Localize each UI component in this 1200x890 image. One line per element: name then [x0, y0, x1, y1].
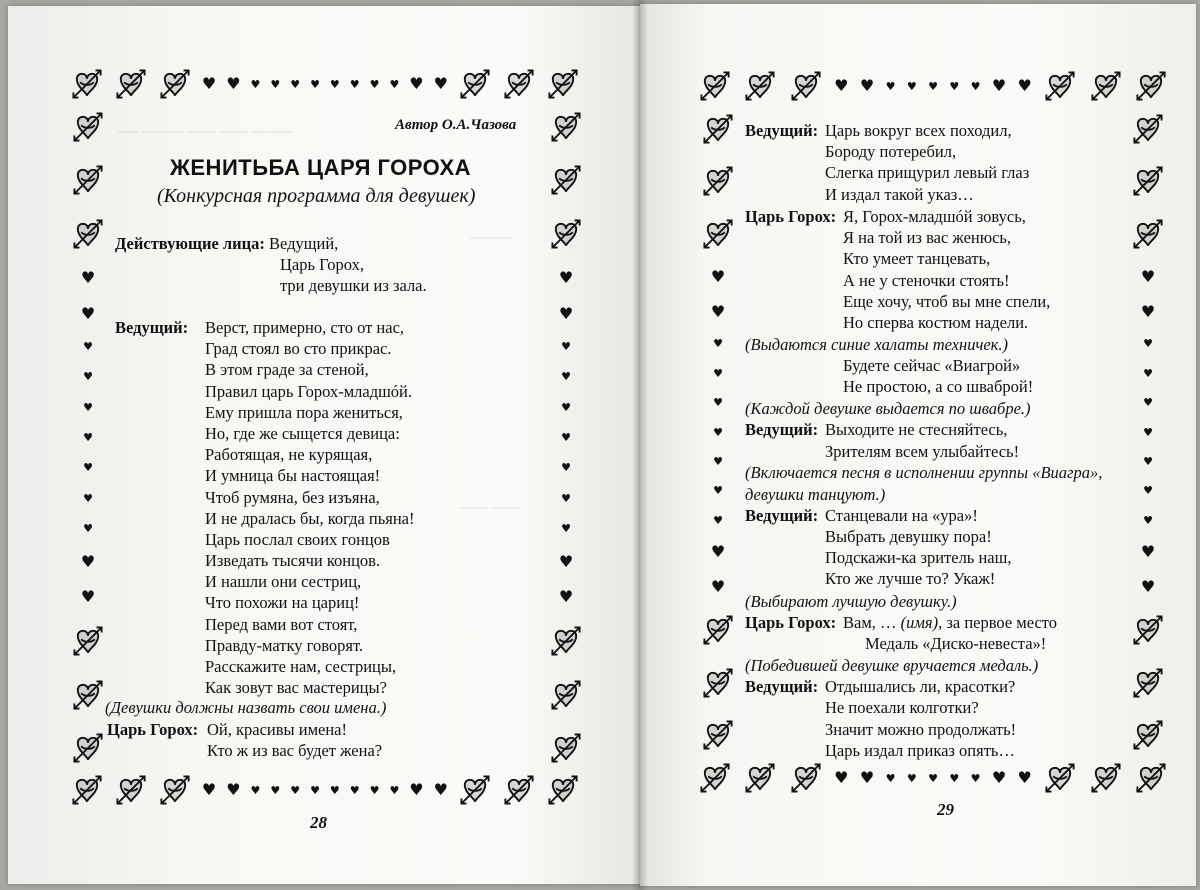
heart-ornament-icon: ♥ [270, 783, 281, 797]
heart-ornament-icon: ♥ [1143, 337, 1153, 351]
verse-line: В этом граде за стеной, [205, 360, 369, 380]
speaker-tsar-block [745, 206, 1102, 334]
verse-line: Перед вами вот стоят, [205, 614, 358, 634]
heart-ornament-icon: ♥ [1017, 76, 1032, 95]
cupid-heart-arrow-icon [1043, 761, 1077, 795]
right-side-border [548, 110, 584, 765]
heart-ornament-icon: ♥ [83, 400, 93, 414]
heart-ornament-icon: ♥ [713, 425, 723, 439]
cupid-heart-arrow-icon [1131, 718, 1165, 752]
cupid-heart-arrow-icon [1131, 666, 1165, 700]
verse-line: Как зовут вас мастерицы? [205, 678, 387, 698]
cupid-heart-arrow-icon [70, 67, 104, 101]
cupid-heart-arrow-icon [1131, 217, 1165, 251]
speaker-name: Царь Горох: [745, 207, 837, 226]
page-number-right: 29 [937, 800, 954, 819]
heart-ornament-icon: ♥ [906, 771, 917, 785]
verse-lines [825, 505, 1011, 590]
heart-ornament-icon: ♥ [561, 522, 571, 536]
heart-ornament-icon: ♥ [949, 79, 960, 93]
heart-ornament-icon: ♥ [433, 74, 448, 93]
cupid-heart-arrow-icon [549, 731, 583, 765]
cupid-heart-arrow-icon [549, 217, 583, 251]
heart-ornament-icon: ♥ [83, 491, 93, 505]
heart-ornament-icon: ♥ [561, 461, 571, 475]
verse-line: Выбрать девушку пора! [825, 526, 992, 546]
verse-line: Станцевали на «ура»! [825, 505, 978, 525]
left-top-border [70, 64, 580, 104]
heart-ornament-icon: ♥ [226, 780, 241, 799]
cupid-heart-arrow-icon [701, 164, 735, 198]
verse-line: Верст, примерно, сто от нас, [205, 318, 405, 337]
heart-ornament-icon: ♥ [561, 491, 571, 505]
verse-lines [825, 120, 1029, 205]
verse-text-italic: (имя), [900, 612, 943, 632]
cupid-heart-arrow-icon [70, 773, 104, 807]
cupid-heart-arrow-icon [698, 761, 732, 795]
speaker-name: Ведущий: [745, 505, 819, 525]
verse-line: Работящая, не курящая, [205, 445, 373, 465]
verse-line: Зрителям всем улыбайтесь! [825, 441, 1020, 461]
verse-line: Ой, красивы имена! [207, 720, 347, 739]
heart-ornament-icon: ♥ [713, 454, 723, 468]
heart-ornament-icon: ♥ [80, 551, 96, 571]
verse-line: Бороду потеребил, [825, 142, 957, 162]
speaker-name: Ведущий: [745, 677, 819, 697]
heart-ornament-icon: ♥ [713, 396, 723, 410]
cupid-heart-arrow-icon [701, 666, 735, 700]
heart-ornament-icon: ♥ [80, 303, 96, 323]
verse-line: И умница бы настоящая! [205, 466, 381, 486]
stage-direction: (Выбирают лучшую девушку.) [745, 591, 957, 611]
verse-line [843, 612, 1057, 633]
verse-line: Не простою, а со шваброй! [843, 377, 1034, 397]
heart-ornament-icon: ♥ [1143, 484, 1153, 498]
heart-ornament-icon: ♥ [409, 780, 424, 799]
heart-ornament-icon: ♥ [928, 771, 938, 785]
right-page-left-border [702, 112, 734, 752]
cupid-heart-arrow-icon [502, 773, 536, 807]
stage-direction: (Включается песня в исполнении группы «Виагра», [745, 463, 1103, 483]
heart-ornament-icon: ♥ [226, 74, 241, 93]
verse-line: Град стоял во сто прикрас. [205, 339, 392, 359]
speaker-host-block [745, 505, 1102, 591]
cupid-heart-arrow-icon [71, 217, 105, 251]
heart-ornament-icon: ♥ [80, 586, 96, 606]
heart-ornament-icon: ♥ [250, 783, 261, 797]
page-number-left: 28 [310, 813, 327, 832]
heart-ornament-icon: ♥ [859, 76, 875, 95]
heart-ornament-icon: ♥ [834, 76, 849, 95]
verse-line: Я на той из вас женюсь, [843, 228, 1012, 248]
stage-direction: (Каждой девушке выдается по швабре.) [745, 399, 1031, 419]
verse-line: Ему пришла пора жениться, [205, 402, 403, 422]
right-page-top-border [698, 66, 1168, 106]
cupid-heart-arrow-icon [546, 773, 580, 807]
heart-ornament-icon: ♥ [713, 484, 723, 498]
heart-ornament-icon: ♥ [349, 77, 360, 91]
cupid-heart-arrow-icon [743, 69, 777, 103]
cupid-heart-arrow-icon [71, 624, 105, 658]
verse-line: Но, где же сыщется девица: [205, 423, 400, 443]
verse-line: Выходите не стесняйтесь, [825, 420, 1008, 440]
verse-line: Чтоб румяна, без изъяна, [205, 487, 380, 507]
heart-ornament-icon: ♥ [290, 783, 301, 797]
cupid-heart-arrow-icon [458, 773, 492, 807]
heart-ornament-icon: ♥ [1143, 454, 1153, 468]
left-side-border [70, 110, 106, 765]
heart-ornament-icon: ♥ [713, 366, 723, 380]
heart-ornament-icon: ♥ [270, 77, 281, 91]
right-page-right-border [1132, 112, 1164, 752]
heart-ornament-icon: ♥ [561, 339, 571, 353]
verse-line: Изведать тысячи концов. [205, 551, 381, 571]
verse-line: Я, Горох-младшóй зовусь, [843, 207, 1026, 226]
cupid-heart-arrow-icon [701, 217, 735, 251]
verse-block [745, 355, 1102, 398]
heart-ornament-icon: ♥ [561, 431, 571, 444]
play-title: ЖЕНИТЬБА ЦАРЯ ГОРОХА [170, 155, 472, 180]
heart-ornament-icon: ♥ [349, 783, 360, 797]
cast-list [115, 233, 427, 297]
heart-ornament-icon: ♥ [433, 780, 448, 799]
heart-ornament-icon: ♥ [1143, 425, 1153, 439]
play-subtitle: (Конкурсная программа для девушек) [157, 185, 476, 207]
heart-ornament-icon: ♥ [885, 771, 896, 785]
verse-line: Кто ж из вас будет жена? [207, 741, 383, 760]
heart-ornament-icon: ♥ [369, 783, 380, 797]
cupid-heart-arrow-icon [701, 112, 735, 146]
cupid-heart-arrow-icon [546, 67, 580, 101]
author-credit: Автор О.А.Чазова [395, 117, 517, 133]
cast-item: три девушки из зала. [280, 276, 427, 296]
verse-lines [825, 419, 1019, 461]
cupid-heart-arrow-icon [1043, 69, 1077, 103]
cupid-heart-arrow-icon [549, 163, 583, 197]
right-page-bottom-border [698, 758, 1168, 798]
verse-line: Кто же лучше то? Укаж! [825, 569, 996, 589]
verse-line: Отдышались ли, красотки? [825, 677, 1016, 697]
heart-ornament-icon: ♥ [713, 337, 723, 351]
book-gutter [632, 0, 648, 890]
verse-line: И нашли они сестриц, [205, 572, 362, 592]
verse-line: Расскажите нам, сестрицы, [205, 657, 397, 676]
verse-line: Будете сейчас «Виагрой» [843, 356, 1021, 376]
verse-line: Царь издал приказ опять… [825, 740, 1015, 760]
cupid-heart-arrow-icon [71, 163, 105, 197]
heart-ornament-icon: ♥ [1143, 366, 1153, 380]
heart-ornament-icon: ♥ [409, 74, 424, 93]
heart-ornament-icon: ♥ [80, 268, 96, 288]
speaker-name: Ведущий: [115, 318, 189, 337]
verse-line: Но сперва костюм надели. [843, 312, 1029, 332]
verse-line: Медаль «Диско-невеста»! [865, 633, 1047, 653]
cupid-heart-arrow-icon [789, 69, 823, 103]
cupid-heart-arrow-icon [458, 67, 492, 101]
heart-ornament-icon: ♥ [329, 783, 340, 797]
heart-ornament-icon: ♥ [710, 267, 726, 287]
cupid-heart-arrow-icon [71, 110, 105, 144]
verse-lines [843, 206, 1050, 333]
heart-ornament-icon: ♥ [558, 268, 574, 288]
cupid-heart-arrow-icon [1131, 613, 1165, 647]
verse-line: Значит можно продолжать! [825, 719, 1017, 739]
cast-item: Царь Горох, [280, 255, 364, 275]
cupid-heart-arrow-icon [1089, 761, 1123, 795]
heart-ornament-icon: ♥ [369, 77, 380, 91]
cupid-heart-arrow-icon [701, 613, 735, 647]
cupid-heart-arrow-icon [1089, 69, 1123, 103]
cupid-heart-arrow-icon [71, 731, 105, 765]
heart-ornament-icon: ♥ [834, 768, 849, 787]
cupid-heart-arrow-icon [114, 67, 148, 101]
cupid-heart-arrow-icon [1131, 164, 1165, 198]
heart-ornament-icon: ♥ [329, 77, 340, 91]
cupid-heart-arrow-icon [158, 67, 192, 101]
heart-ornament-icon: ♥ [290, 77, 301, 91]
heart-ornament-icon: ♥ [201, 780, 217, 799]
verse-lines [825, 676, 1016, 761]
heart-ornament-icon: ♥ [906, 79, 917, 93]
cupid-heart-arrow-icon [549, 110, 583, 144]
verse-line: Не поехали колготки? [825, 698, 979, 718]
heart-ornament-icon: ♥ [949, 771, 960, 785]
heart-ornament-icon: ♥ [561, 400, 571, 414]
verse-line: И не дралась бы, когда пьяна! [205, 508, 415, 528]
stage-direction: (Выдаются синие халаты техничек.) [745, 335, 1009, 354]
cupid-heart-arrow-icon [502, 67, 536, 101]
verse-line: Подскажи-ка зритель наш, [825, 548, 1012, 568]
cupid-heart-arrow-icon [698, 69, 732, 103]
heart-ornament-icon: ♥ [1143, 396, 1153, 410]
heart-ornament-icon: ♥ [1017, 768, 1032, 787]
verse-lines [843, 355, 1033, 397]
speaker-host-block [745, 676, 1102, 762]
heart-ornament-icon: ♥ [558, 303, 574, 323]
heart-ornament-icon: ♥ [558, 586, 574, 606]
cupid-heart-arrow-icon [549, 624, 583, 658]
heart-ornament-icon: ♥ [83, 461, 93, 475]
heart-ornament-icon: ♥ [310, 783, 320, 797]
verse-line: Что похожи на цариц! [205, 593, 360, 613]
heart-ornament-icon: ♥ [83, 522, 93, 536]
speaker-name: Ведущий: [745, 121, 819, 140]
cupid-heart-arrow-icon [549, 678, 583, 712]
verse-line: И издал такой указ… [825, 184, 974, 204]
verse-text: Вам, … [843, 612, 901, 632]
heart-ornament-icon: ♥ [991, 76, 1007, 95]
cast-label: Действующие лица: [115, 234, 265, 253]
heart-ornament-icon: ♥ [1140, 576, 1156, 596]
heart-ornament-icon: ♥ [201, 74, 217, 93]
heart-ornament-icon: ♥ [1140, 301, 1156, 321]
speaker-host-block [745, 419, 1102, 462]
heart-ornament-icon: ♥ [250, 77, 261, 91]
speaker-name: Царь Горох: [745, 612, 837, 632]
verse-line: Царь вокруг всех походил, [825, 121, 1012, 140]
heart-ornament-icon: ♥ [310, 77, 320, 91]
cupid-heart-arrow-icon [701, 718, 735, 752]
stage-direction: (Девушки должны назвать свои имена.) [105, 698, 387, 717]
verse-line: Слегка прищурил левый глаз [825, 163, 1030, 183]
bleed-through-text: ~~~ ~~~~~~ ~~~~ ~~~~ ~~~~~~ [118, 124, 293, 139]
speaker-name: Царь Горох: [107, 720, 199, 739]
verse-line: А не у стеночки стоять! [843, 270, 1010, 290]
heart-ornament-icon: ♥ [389, 77, 400, 91]
heart-ornament-icon: ♥ [83, 431, 93, 444]
heart-ornament-icon: ♥ [885, 79, 896, 93]
cupid-heart-arrow-icon [1134, 69, 1168, 103]
heart-ornament-icon: ♥ [389, 783, 400, 797]
stage-direction: (Победившей девушке вручается медаль.) [745, 655, 1039, 675]
left-bottom-border [70, 770, 580, 810]
verse-line: Кто умеет танцевать, [843, 249, 991, 269]
heart-ornament-icon: ♥ [970, 771, 981, 785]
verse-lines [205, 317, 415, 698]
heart-ornament-icon: ♥ [710, 542, 726, 562]
cupid-heart-arrow-icon [1134, 761, 1168, 795]
heart-ornament-icon: ♥ [1140, 267, 1156, 287]
speaker-tsar-block [745, 612, 1102, 655]
heart-ornament-icon: ♥ [970, 79, 981, 93]
heart-ornament-icon: ♥ [713, 513, 723, 527]
speaker-host-block [745, 120, 1102, 206]
heart-ornament-icon: ♥ [83, 370, 93, 384]
heart-ornament-icon: ♥ [83, 339, 93, 353]
bleed-through-text: ~~~~ ~~~~ [460, 500, 520, 515]
cupid-heart-arrow-icon [743, 761, 777, 795]
cupid-heart-arrow-icon [1131, 112, 1165, 146]
heart-ornament-icon: ♥ [1140, 542, 1156, 562]
right-page-text [745, 120, 1102, 762]
verse-line: Правил царь Горох-младшóй. [205, 381, 412, 401]
cast-item: Ведущий, [269, 234, 339, 253]
heart-ornament-icon: ♥ [558, 551, 574, 571]
heart-ornament-icon: ♥ [991, 768, 1007, 787]
heart-ornament-icon: ♥ [710, 301, 726, 321]
bleed-through-text: ~~~~~~ [470, 230, 513, 245]
heart-ornament-icon: ♥ [561, 370, 571, 384]
heart-ornament-icon: ♥ [859, 768, 875, 787]
verse-line: Правду-матку говорят. [205, 635, 364, 655]
heart-ornament-icon: ♥ [710, 576, 726, 596]
verse-line: Еще хочу, чтоб вы мне спели, [843, 291, 1051, 311]
heart-ornament-icon: ♥ [928, 79, 938, 93]
cupid-heart-arrow-icon [114, 773, 148, 807]
cupid-heart-arrow-icon [789, 761, 823, 795]
cupid-heart-arrow-icon [158, 773, 192, 807]
speaker-name: Ведущий: [745, 420, 819, 440]
verse-line: Царь послал своих гонцов [205, 529, 390, 549]
cupid-heart-arrow-icon [71, 678, 105, 712]
verse-text: за первое место [942, 612, 1058, 632]
heart-ornament-icon: ♥ [1143, 513, 1153, 527]
stage-direction: девушки танцуют.) [745, 484, 886, 504]
